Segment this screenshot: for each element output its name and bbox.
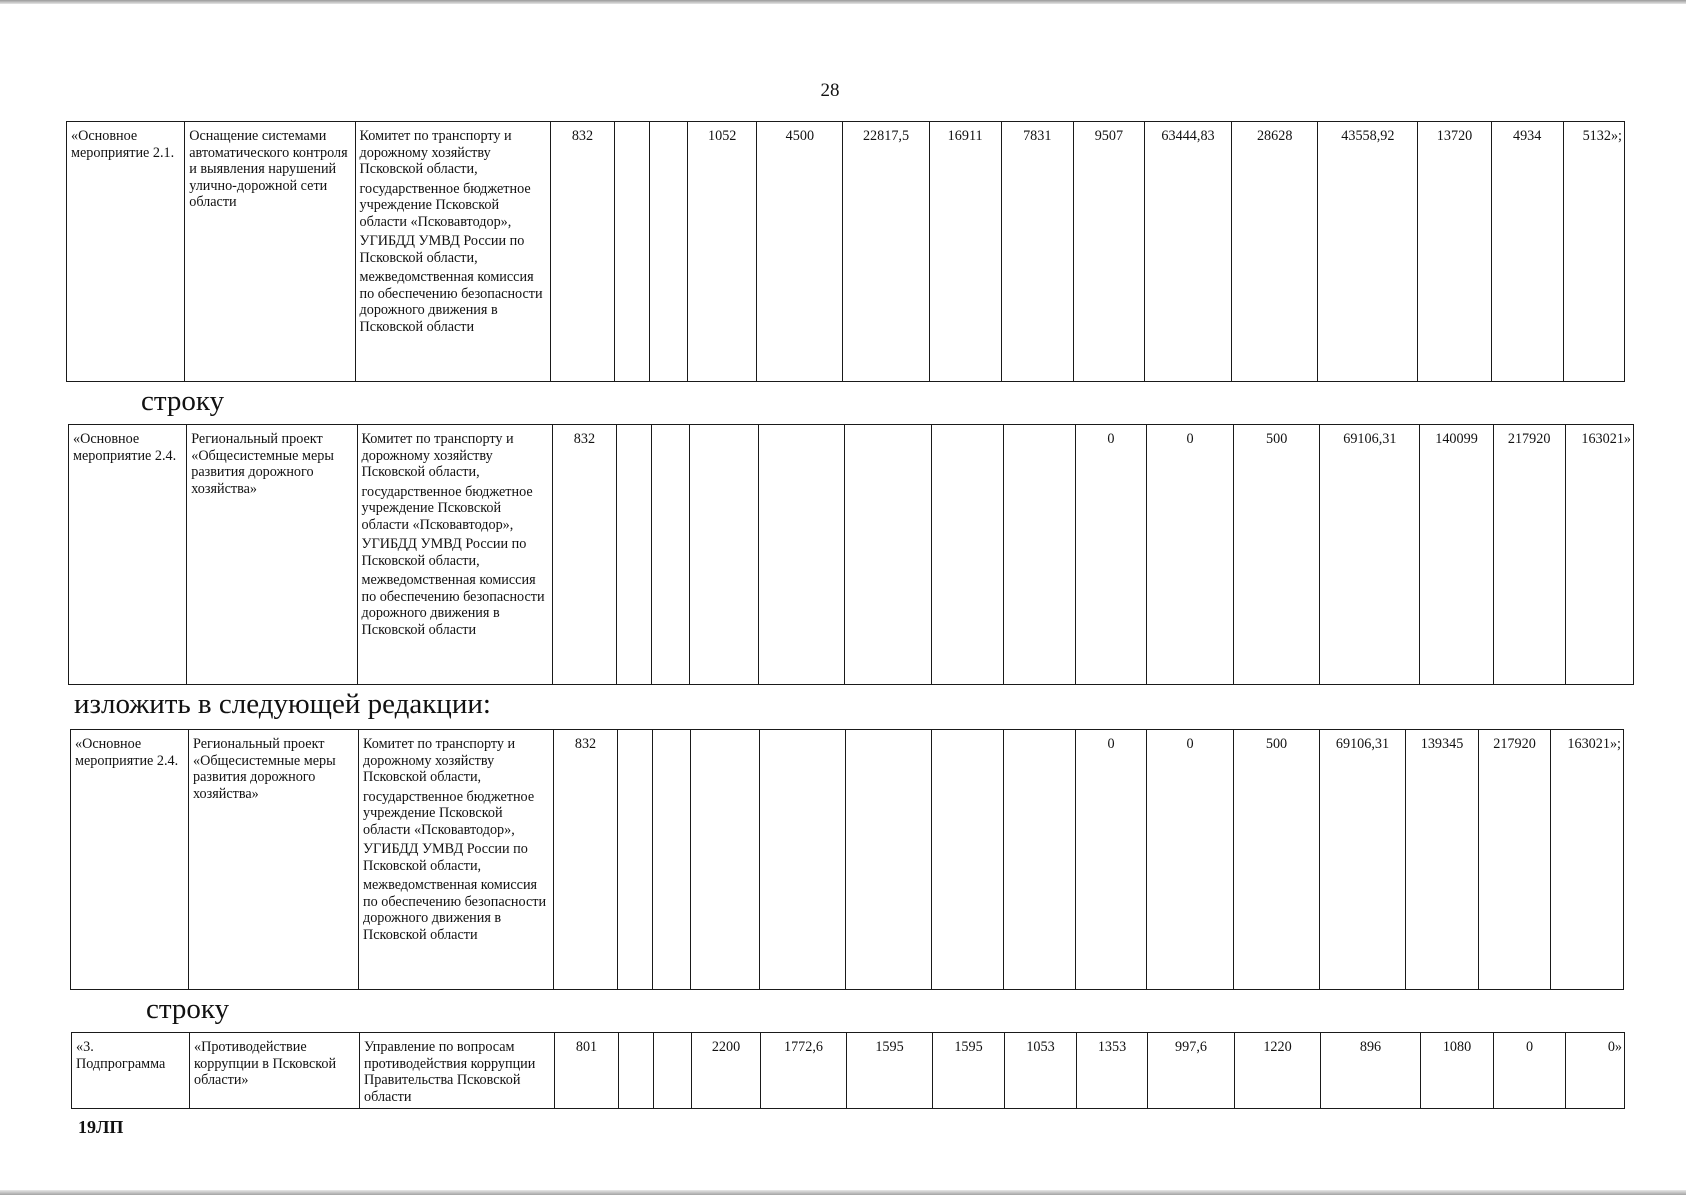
row-title: Региональный проект «Общесистемные меры развития дорожного хозяйства»	[187, 425, 357, 685]
value-cell: 1080	[1421, 1033, 1494, 1109]
value-cell: 896	[1321, 1033, 1421, 1109]
row-title: Оснащение системами автоматического контроля и выявления нарушений улично-дорожной сети области	[185, 122, 355, 382]
value-cell: 1353	[1077, 1033, 1148, 1109]
value-cell	[690, 425, 759, 685]
value-cell: 832	[550, 122, 614, 382]
value-cell: 0	[1076, 730, 1147, 990]
value-cell	[654, 1033, 692, 1109]
value-cell: 0	[1146, 425, 1233, 685]
value-cell	[932, 730, 1004, 990]
value-cell: 0	[1147, 730, 1234, 990]
value-cell	[1004, 730, 1076, 990]
value-cell: 43558,92	[1318, 122, 1418, 382]
value-cell: 5132»;	[1563, 122, 1624, 382]
value-cell: 140099	[1420, 425, 1493, 685]
row-label: «3. Подпрограмма	[72, 1033, 190, 1109]
value-cell: 832	[552, 425, 616, 685]
value-cell: 0»	[1566, 1033, 1625, 1109]
value-cell: 63444,83	[1144, 122, 1231, 382]
value-cell: 28628	[1232, 122, 1318, 382]
page-number: 28	[820, 80, 840, 101]
value-cell: 1595	[933, 1033, 1005, 1109]
responsible-item: межведомственная комиссия по обеспечению безопасности дорожного движения в Псковской области	[361, 572, 545, 638]
row-label: «Основное мероприятие 2.4.	[71, 730, 189, 990]
responsible-item: государственное бюджетное учреждение Псковской области «Псковавтодор»,	[361, 483, 533, 533]
value-cell: 7831	[1001, 122, 1073, 382]
row-responsible	[359, 730, 554, 990]
responsible-item: Управление по вопросам противодействия коррупции Правительства Псковской области	[364, 1039, 536, 1105]
value-cell: 801	[555, 1033, 619, 1109]
value-cell: 4934	[1491, 122, 1563, 382]
responsible-item: УГИБДД УМВД России по Псковской области,	[361, 536, 527, 569]
row-responsible	[360, 1033, 555, 1109]
responsible-item: Комитет по транспорту и дорожному хозяйству Псковской области,	[359, 128, 512, 177]
value-cell: 0	[1494, 1033, 1566, 1109]
responsible-item: межведомственная комиссия по обеспечению безопасности дорожного движения в Псковской области	[363, 877, 547, 943]
value-cell: 1772,6	[761, 1033, 847, 1109]
responsible-item: Комитет по транспорту и дорожному хозяйству Псковской области,	[361, 431, 514, 480]
document-code: 19ЛП	[78, 1117, 124, 1137]
row-responsible	[357, 425, 552, 685]
value-cell	[931, 425, 1003, 685]
value-cell	[652, 425, 690, 685]
value-cell	[618, 730, 653, 990]
value-cell: 0	[1075, 425, 1146, 685]
value-cell: 4500	[757, 122, 843, 382]
table-row-1	[66, 121, 1625, 382]
value-cell: 1595	[847, 1033, 933, 1109]
value-cell	[760, 730, 846, 990]
row-responsible	[355, 122, 550, 382]
value-cell: 832	[554, 730, 618, 990]
value-cell	[846, 730, 932, 990]
value-cell: 13720	[1418, 122, 1491, 382]
value-cell: 500	[1234, 425, 1320, 685]
value-cell: 997,6	[1148, 1033, 1235, 1109]
value-cell: 69106,31	[1320, 425, 1420, 685]
value-cell	[653, 730, 691, 990]
scan-edge-bottom	[0, 1190, 1686, 1195]
value-cell: 139345	[1406, 730, 1479, 990]
instruction-row-1: строку	[141, 385, 225, 417]
value-cell: 2200	[692, 1033, 761, 1109]
responsible-item: государственное бюджетное учреждение Псковской области «Псковавтодор»,	[363, 788, 535, 838]
value-cell	[759, 425, 845, 685]
value-cell: 9507	[1073, 122, 1144, 382]
value-cell: 1053	[1005, 1033, 1077, 1109]
responsible-item: УГИБДД УМВД России по Псковской области,	[359, 233, 525, 266]
value-cell: 16911	[929, 122, 1001, 382]
value-cell: 1052	[688, 122, 757, 382]
value-cell	[691, 730, 760, 990]
value-cell: 217920	[1479, 730, 1551, 990]
value-cell: 22817,5	[843, 122, 929, 382]
value-cell	[619, 1033, 654, 1109]
row-title: Региональный проект «Общесистемные меры развития дорожного хозяйства»	[189, 730, 359, 990]
value-cell: 217920	[1493, 425, 1565, 685]
table-row-3	[70, 729, 1624, 990]
table-row-4	[71, 1032, 1625, 1109]
row-label: «Основное мероприятие 2.4.	[69, 425, 187, 685]
value-cell	[615, 122, 650, 382]
table-row-2	[68, 424, 1634, 685]
instruction-row-2: изложить в следующей редакции:	[74, 688, 491, 720]
value-cell: 163021»;	[1551, 730, 1624, 990]
row-label: «Основное мероприятие 2.1.	[67, 122, 185, 382]
value-cell: 69106,31	[1320, 730, 1406, 990]
scan-edge-top	[0, 0, 1686, 4]
value-cell: 500	[1234, 730, 1320, 990]
responsible-item: Комитет по транспорту и дорожному хозяйству Псковской области,	[363, 736, 516, 785]
value-cell	[617, 425, 652, 685]
value-cell: 163021»	[1565, 425, 1633, 685]
instruction-row-3: строку	[146, 993, 230, 1025]
row-title: «Противодействие коррупции в Псковской области»	[190, 1033, 360, 1109]
value-cell	[650, 122, 688, 382]
responsible-item: УГИБДД УМВД России по Псковской области,	[363, 841, 528, 874]
value-cell: 1220	[1235, 1033, 1321, 1109]
responsible-item: государственное бюджетное учреждение Псковской области «Псковавтодор»,	[359, 180, 531, 230]
value-cell	[845, 425, 931, 685]
value-cell	[1003, 425, 1075, 685]
responsible-item: межведомственная комиссия по обеспечению безопасности дорожного движения в Псковской области	[359, 269, 543, 335]
